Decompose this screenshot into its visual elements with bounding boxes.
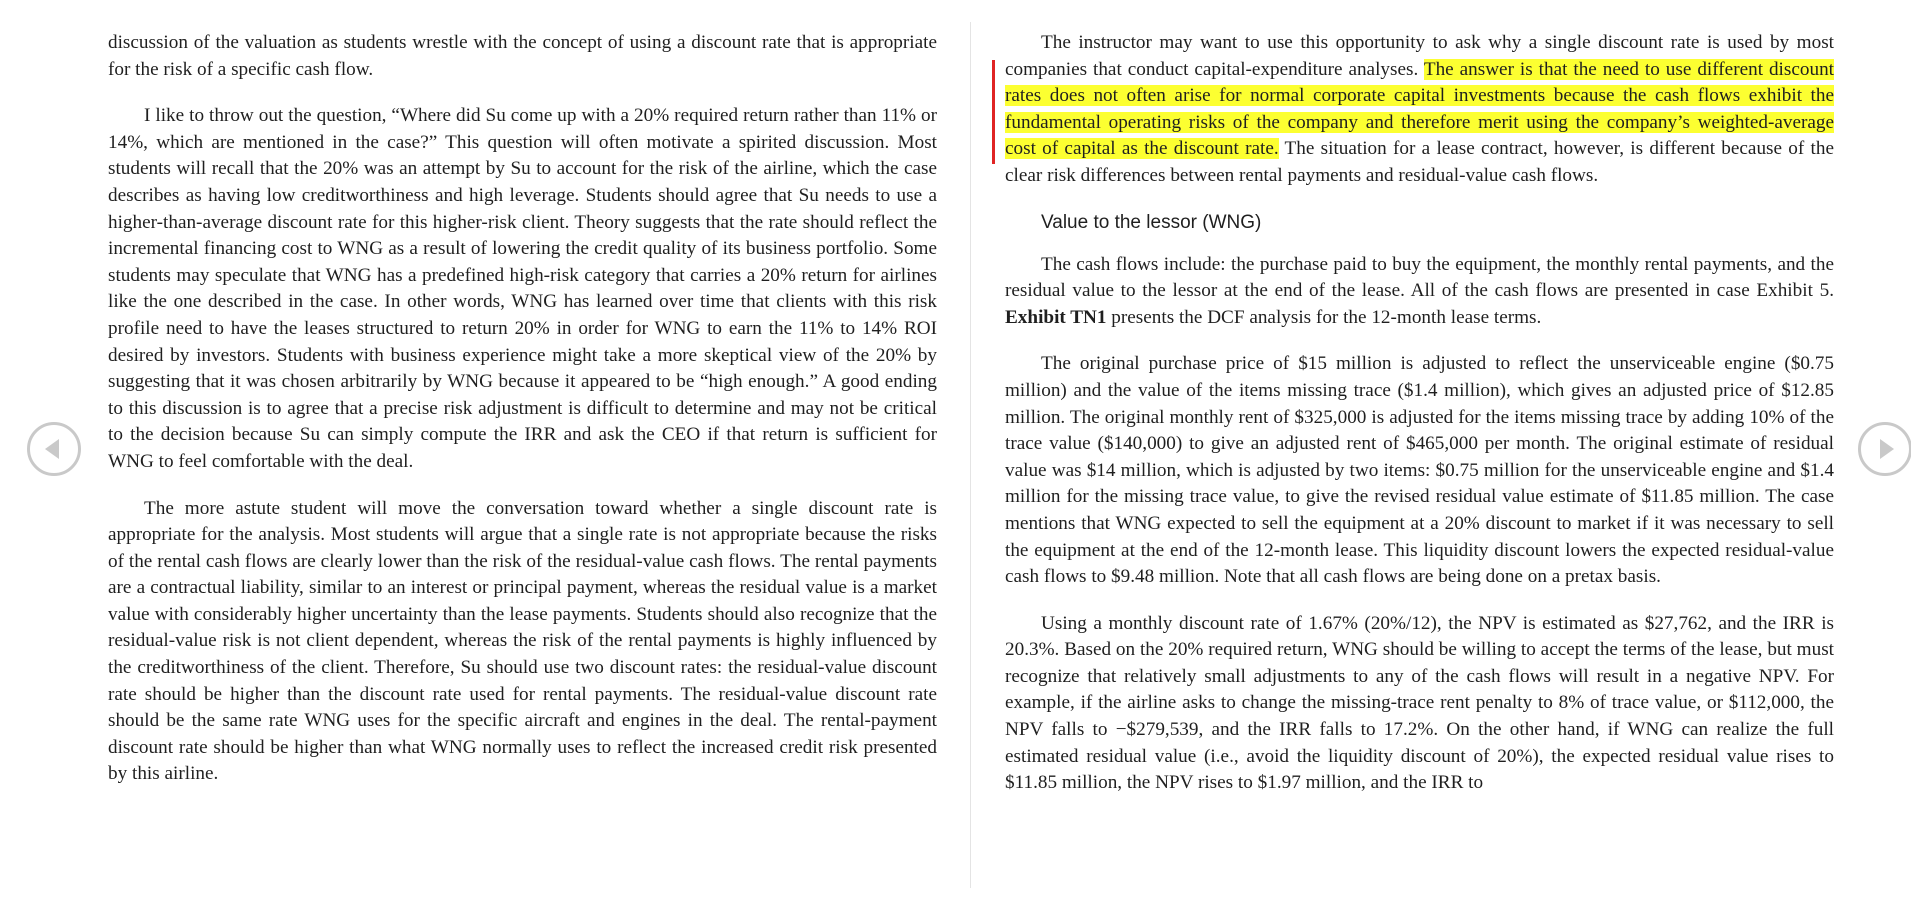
right-page [1005, 30, 1834, 817]
right-paragraph-3: The original purchase price of $15 million is adjusted to reflect the unserviceable engine ($0.75 million) and the value of the items missing trace ($1.4 million), which gives an adjusted price of $12.85 million. The original monthly rent of $325,000 is adjusted for the items missing trace by adding 10% of the trace value ($140,000) to give an adjusted rent of $465,000 per month. The original estimate of residual value was $14 million, which is adjusted by two items: $0.75 million for the unserviceable engine and $1.4 million for the missing trace value, to give the revised residual value estimate of $11.85 million. The case mentions that WNG expected to sell the equipment at a 20% discount to market if it was necessary to sell the equipment at the end of the 12-month lease. This liquidity discount lowers the expected residual-value cash flows to $9.48 million. Note that all cash flows are being done on a pretax basis. [1005, 353, 1834, 588]
paragraph-text: The instructor may want to use this opportunity to ask why a single discount rate is used by most companies that conduct capital-expenditure analyses. [1005, 32, 1834, 80]
next-page-button[interactable] [1858, 422, 1911, 476]
left-page [108, 30, 937, 808]
chevron-right-icon [1861, 425, 1909, 473]
paragraph-text: presents the DCF analysis for the 12-month lease terms. [1106, 306, 1542, 328]
section-heading: Value to the lessor (WNG) [1041, 211, 1262, 233]
exhibit-reference: Exhibit TN1 [1005, 306, 1107, 328]
left-paragraph-3: The more astute student will move the conversation toward whether a single discount rate is appropriate for the analysis. Most students will argue that a single rate is not appropriate because the risks of the rental cash flows are clearly lower than the risk of the residual-value cash flows. The rental payments are a contractual liability, similar to an interest or principal payment, whereas the residual value is a market value with considerably higher uncertainty than the lease payments. Students should also recognize that the residual-value risk is not client dependent, whereas the risk of the rental payments is highly influenced by the creditworthiness of the client. Therefore, Su should use two discount rates: the residual-value discount rate should be higher than the discount rate used for rental payments. The residual-value discount rate should be the same rate WNG uses for the specific aircraft and engines in the deal. The rental-payment discount rate should be higher than what WNG normally uses to reflect the increased credit risk presented by this airline. [108, 497, 937, 785]
right-paragraph-1 [1005, 30, 1834, 190]
chevron-left-icon [30, 425, 78, 473]
highlight-margin-marker [992, 60, 995, 164]
left-paragraph-2: I like to throw out the question, “Where did Su come up with a 20% required return rather than 11% or 14%, which are mentioned in the case?” This question will often motivate a spirited discussion. Most students will recall that the 20% was an attempt by Su to account for the risk of the airline, which the case describes as having low creditworthiness and high leverage. Students should agree that Su needs to use a higher-than-average discount rate for this higher-risk client. Theory suggests that the rate should reflect the incremental financing cost to WNG as a result of lowering the credit quality of its business portfolio. Some students may speculate that WNG has a predefined high-risk category that carries a 20% return for airlines like the one described in the case. In other words, WNG has learned over time that clients with this risk profile need to have the leases structured to return 20% in order for WNG to earn the 11% to 14% ROI desired by investors. Students with business experience might take a more skeptical view of the 20% by suggesting that it was chosen arbitrarily by WNG because it appeared to be “high enough.” A good ending to this discussion is to agree that a precise risk adjustment is difficult to determine and may not be critical to the decision because Su can simply compute the IRR and ask the CEO if that return is sufficient for WNG to feel comfortable with the deal. [108, 105, 937, 472]
right-paragraph-4: Using a monthly discount rate of 1.67% (20%/12), the NPV is estimated as $27,762, and the IRR is 20.3%. Based on the 20% required return, WNG should be willing to accept the terms of the lease, but must recognize that relatively small adjustments to any of the cash flows will result in a negative NPV. For example, if the airline asks to change the missing-trace rent penalty to 8% of trace value, or $112,000, the NPV falls to −$279,539, and the IRR falls to 17.2%. On the other hand, if WNG can realize the full estimated residual value (i.e., avoid the liquidity discount of 20%), the expected residual value rises to $11.85 million, the NPV rises to $1.97 million, and the IRR to [1005, 612, 1834, 794]
previous-page-button[interactable] [27, 422, 81, 476]
paragraph-text: The situation for a lease contract, however, is different because of the clear risk differences between rental payments and residual-value cash flows. [1005, 138, 1834, 186]
page-divider [970, 22, 971, 888]
left-paragraph-1: discussion of the valuation as students wrestle with the concept of using a discount rate that is appropriate for the risk of a specific cash flow. [108, 32, 937, 80]
right-paragraph-2 [1005, 252, 1834, 332]
highlighted-text[interactable]: The answer is that the need to use different discount rates does not often arise for normal corporate capital investments because the cash flows exhibit the fundamental operating risks of the company and therefore merit using the company’s weighted-average cost of capital as the discount rate. [1005, 58, 1834, 160]
paragraph-text: The cash flows include: the purchase paid to buy the equipment, the monthly rental payments, and the residual value to the lessor at the end of the lease. All of the cash flows are presented in case Exhibit 5. [1005, 253, 1834, 302]
